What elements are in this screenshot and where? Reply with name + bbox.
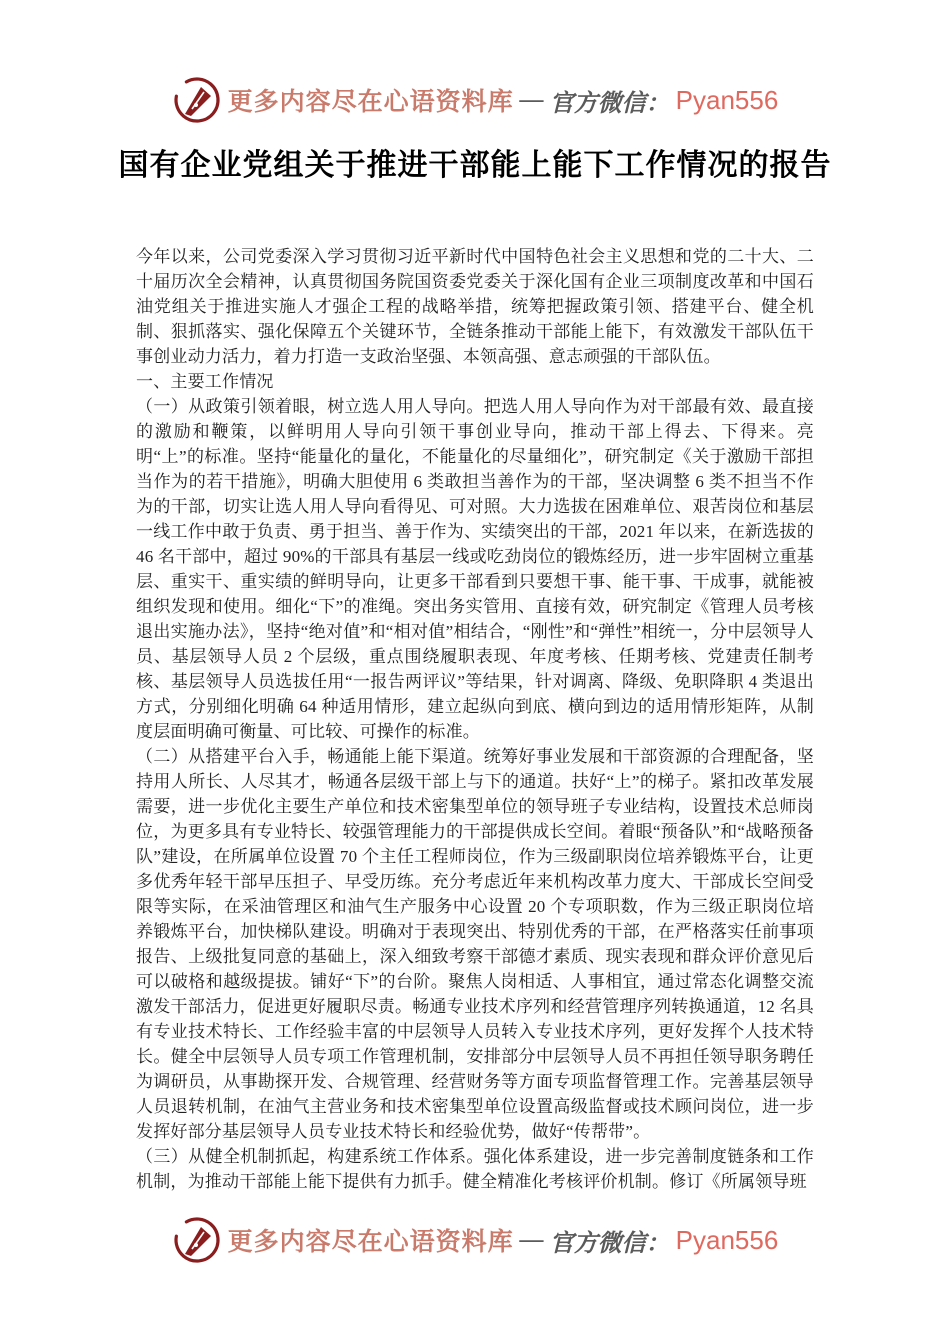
- paragraph-section-3: （三）从健全机制抓起，构建系统工作体系。强化体系建设，进一步完善制度链条和工作机制，为推动干部能上能下提供有力抓手。健全精准化考核评价机制。修订《所属领导班: [136, 1147, 814, 1191]
- paragraph-intro: 今年以来，公司党委深入学习贯彻习近平新时代中国特色社会主义思想和党的二十大、二十届历次全会精神，认真贯彻国务院国资委党委关于深化国有企业三项制度改革和中国石油党组关于推进实施人才强企工程的战略举措，统筹把握政策引领、搭建平台、健全机制、狠抓落实、强化保障五个关键环节，全链条推动干部能上能下，有效激发干部队伍干事创业动力活力，着力打造一支政治坚强、本领高强、意志顽强的干部队伍。: [136, 247, 814, 366]
- brand-logo-icon: [172, 75, 222, 125]
- watermark-dash: —: [519, 1226, 544, 1253]
- document-title: 国有企业党组关于推进干部能上能下工作情况的报告: [118, 149, 832, 182]
- paragraph-section-2: （二）从搭建平台入手，畅通能上能下渠道。统筹好事业发展和干部资源的合理配备，坚持用人所长、人尽其才，畅通各层级干部上与下的通道。扶好“上”的梯子。紧扣改革发展需要，进一步优化主要生产单位和技术密集型单位的领导班子专业结构，设置技术总师岗位，为更多具有专业特长、较强管理能力的干部提供成长空间。着眼“预备队”和“战略预备队”建设，在所属单位设置 70 个主任工程师岗位，作为三级副职岗位培养锻炼平台，让更多优秀年轻干部早压担子、早受历练。充分考虑近年来机构改革力度大、干部成长空间受限等实际，在采油管理区和油气生产服务中心设置 20 个专项职数，作为三级正职岗位培养锻炼平台，加快梯队建设。明确对于表现突出、特别优秀的干部，在严格落实任前事项报告、上级批复同意的基础上，深入细致考察干部德才素质、现实表现和群众评价意见后可以破格和越级提拔。铺好“下”的台阶。聚焦人岗相适、人事相宜，通过常态化调整交流激发干部活力，促进更好履职尽责。畅通专业技术序列和经营管理序列转换通道，12 名具有专业技术特长、工作经验丰富的中层领导人员转入专业技术序列，更好发挥个人技术特长。健全中层领导人员专项工作管理机制，安排部分中层领导人员不再担任领导职务聘任为调研员，从事勘探开发、合规管理、经营财务等方面专项监督管理工作。完善基层领导人员退转机制，在油气主营业务和技术密集型单位设置高级监督或技术顾问岗位，进一步发挥好部分基层领导人员专业技术特长和经验优势，做好“传帮带”。: [136, 747, 814, 1141]
- watermark-label: 官方微信：: [549, 90, 670, 117]
- brand-logo-icon: [172, 1215, 222, 1265]
- header-watermark: [0, 72, 950, 128]
- footer-watermark: [0, 1212, 950, 1268]
- watermark-dash: —: [519, 86, 544, 113]
- watermark-brand-text: 更多内容尽在心语资料库: [227, 1229, 514, 1256]
- section-heading-main-work: 一、主要工作情况: [136, 372, 274, 391]
- wechat-id-text: Pyan556: [675, 1224, 779, 1255]
- paragraph-section-1: （一）从政策引领着眼，树立选人用人导向。把选人用人导向作为对干部最有效、最直接的激励和鞭策，以鲜明用人导向引领干事创业导向，推动干部上得去、下得来。亮明“上”的标准。坚持“能量化的量化，不能量化的尽量细化”，研究制定《关于激励干部担当作为的若干措施》，明确大胆使用 6 类敢担当善作为的干部，坚决调整 6 类不担当不作为的干部，切实让选人用人导向看得见、可对照。大力选拔在困难单位、艰苦岗位和基层一线工作中敢于负责、勇于担当、善于作为、实绩突出的干部，2021 年以来，在新选拔的 46 名干部中，超过 90%的干部具有基层一线或吃劲岗位的锻炼经历，进一步牢固树立重基层、重实干、重实绩的鲜明导向，让更多干部看到只要想干事、能干事、干成事，就能被组织发现和使用。细化“下”的准绳。突出务实管用、直接有效，研究制定《管理人员考核退出实施办法》，坚持“绝对值”和“相对值”相结合，“刚性”和“弹性”相统一，分中层领导人员、基层领导人员 2 个层级，重点围绕履职表现、年度考核、任期考核、党建责任制考核、基层领导人员选拔任用“一报告两评议”等结果，针对调离、降级、免职降职 4 类退出方式，分别细化明确 64 种适用情形，建立起纵向到底、横向到边的适用情形矩阵，从制度层面明确可衡量、可比较、可操作的标准。: [136, 397, 814, 741]
- watermark-label: 官方微信：: [549, 1230, 670, 1257]
- wechat-id-text: Pyan556: [675, 84, 779, 115]
- document-body: [136, 244, 814, 1194]
- watermark-brand-text: 更多内容尽在心语资料库: [227, 89, 514, 116]
